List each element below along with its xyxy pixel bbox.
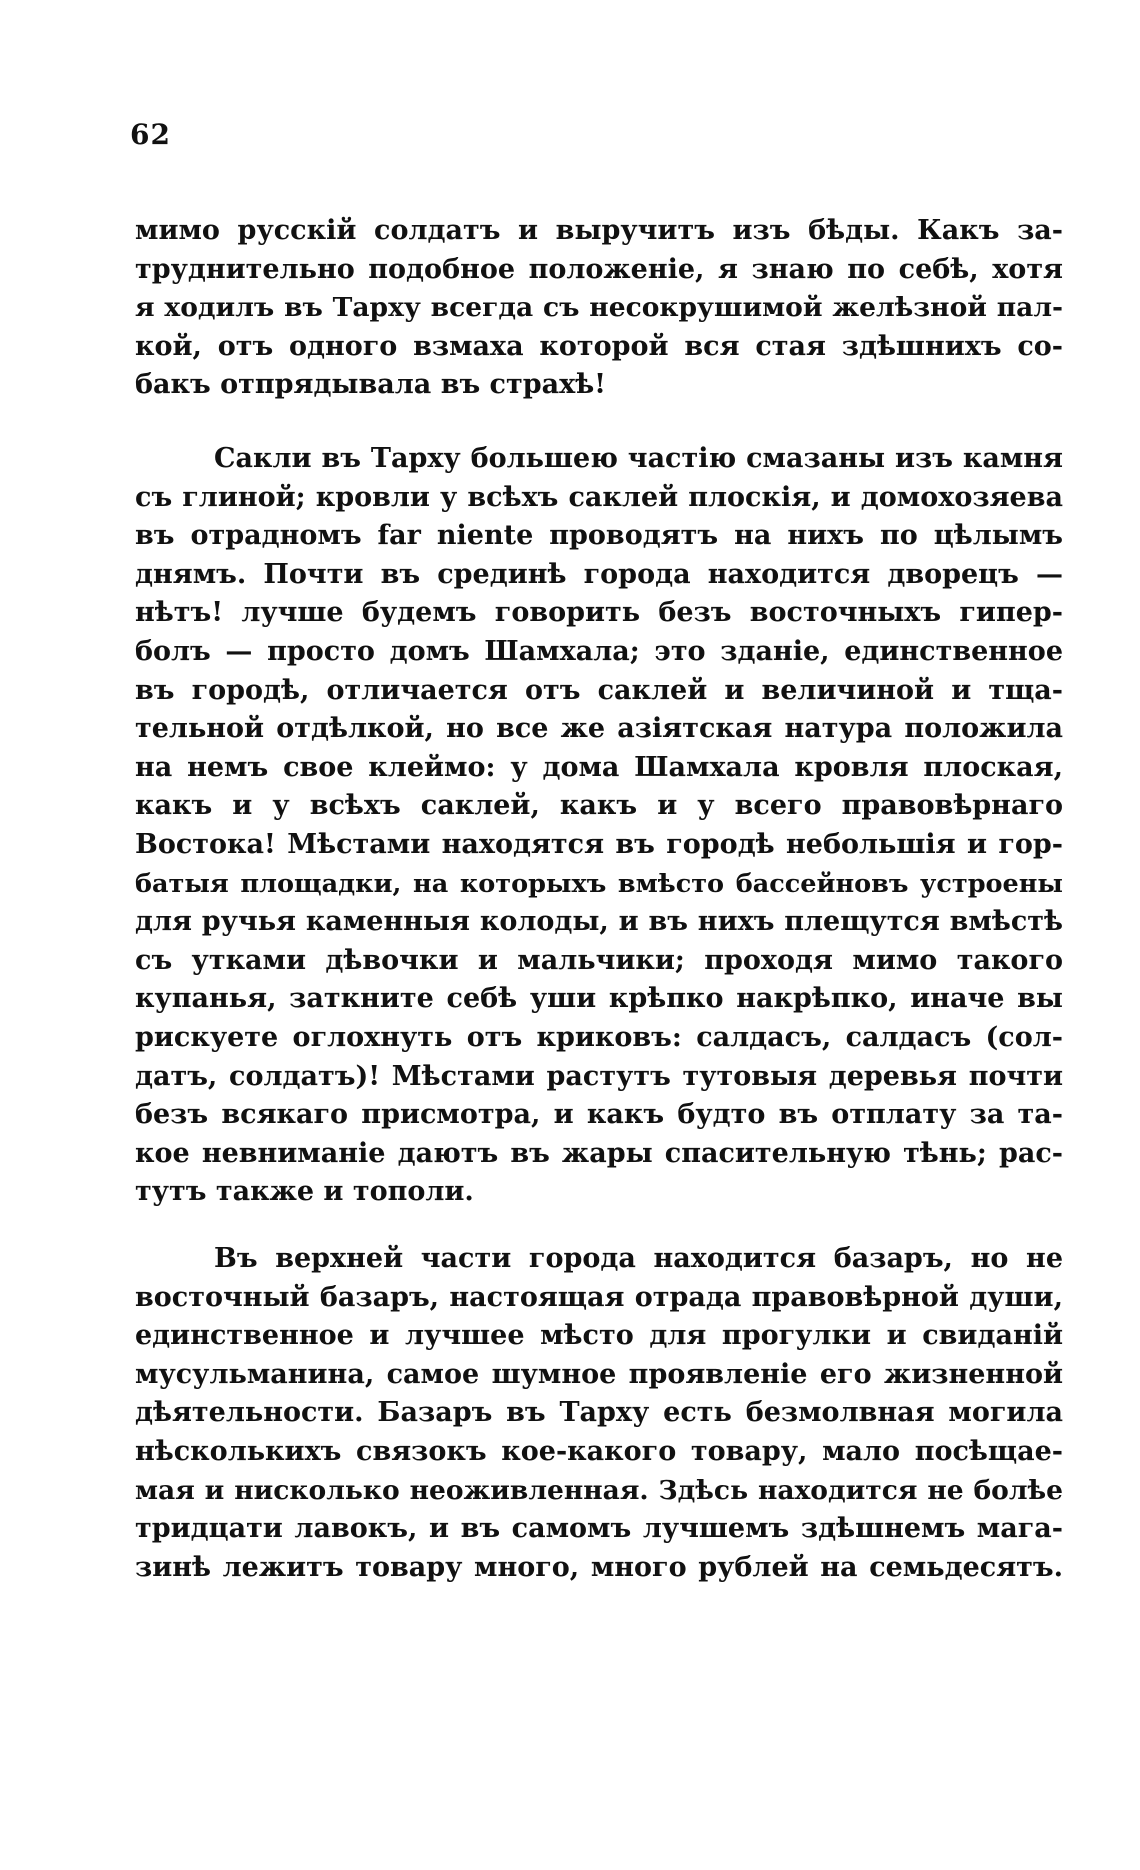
paragraph-2 <box>135 440 1063 1212</box>
text-line: Сакли въ Тарху большею частію смазаны изъ камня <box>214 443 1063 474</box>
text-line: труднительно подобное положеніе, я знаю по себѣ, хотя <box>135 253 1063 285</box>
text-line: нѣтъ! лучше будемъ говорить безъ восточныхъ гипер- <box>135 597 1063 629</box>
text-line: въ городѣ, отличается отъ саклей и величиной и тща- <box>135 674 1063 706</box>
text-line: восточный базаръ, настоящая отрада правовѣрной души, <box>135 1281 1063 1313</box>
text-line: съ глиной; кровли у всѣхъ саклей плоскія, и домохозяева <box>135 481 1063 513</box>
text-line: днямъ. Почти въ срединѣ города находится дворецъ — <box>135 558 1063 590</box>
text-line: болъ — просто домъ Шамхала; это зданіе, единственное <box>135 635 1063 667</box>
text-line: для ручья каменныя колоды, и въ нихъ плещутся вмѣстѣ <box>135 906 1063 938</box>
text-line: дѣятельности. Базаръ въ Тарху есть безмолвная могила <box>135 1397 1063 1429</box>
text-line: мая и нисколько неоживленная. Здѣсь находится не болѣе <box>135 1474 1063 1506</box>
text-line: кой, отъ одного взмаха которой вся стая здѣшнихъ со- <box>135 330 1063 362</box>
text-line: безъ всякаго присмотра, и какъ будто въ отплату за та- <box>135 1099 1063 1131</box>
text-line: датъ, солдатъ)! Мѣстами растутъ тутовыя деревья почти <box>135 1060 1063 1092</box>
paragraph-1 <box>135 212 1063 405</box>
text-line: на немъ свое клеймо: у дома Шамхала кровля плоская, <box>135 751 1063 783</box>
text-line: зинѣ лежитъ товару много, много рублей на семьдесятъ. <box>135 1551 1063 1583</box>
text-line: рискуете оглохнуть отъ криковъ: салдасъ, салдасъ (сол- <box>135 1021 1063 1053</box>
text-line: Въ верхней части города находится базаръ, но не <box>214 1243 1063 1274</box>
text-line: тридцати лавокъ, и въ самомъ лучшемъ здѣшнемъ мага- <box>135 1513 1063 1545</box>
text-line: какъ и у всѣхъ саклей, какъ и у всего правовѣрнаго <box>135 790 1063 822</box>
text-line: съ утками дѣвочки и мальчики; проходя мимо такого <box>135 944 1063 976</box>
paragraph-3 <box>135 1240 1063 1587</box>
text-line: мимо русскій солдатъ и выручитъ изъ бѣды. Какъ за- <box>135 215 1063 246</box>
text-line: единственное и лучшее мѣсто для прогулки и свиданій <box>135 1320 1063 1352</box>
page-number: 62 <box>130 118 171 151</box>
text-line: кое невниманіе даютъ въ жары спасительную тѣнь; рас- <box>135 1137 1063 1169</box>
text-line: бакъ отпрядывала въ страхѣ! <box>135 369 607 401</box>
text-line: тутъ также и тополи. <box>135 1176 474 1208</box>
text-line: купанья, заткните себѣ уши крѣпко накрѣпко, иначе вы <box>135 983 1063 1015</box>
text-line: батыя площадки, на которыхъ вмѣсто бассейновъ устроены <box>135 868 1063 899</box>
text-line: нѣсколькихъ связокъ кое-какого товару, мало посѣщае- <box>135 1435 1063 1467</box>
text-line: мусульманина, самое шумное проявленіе его жизненной <box>135 1358 1063 1390</box>
text-line: я ходилъ въ Тарху всегда съ несокрушимой желѣзной пал- <box>135 292 1063 324</box>
text-line: тельной отдѣлкой, но все же азіятская натура положила <box>135 713 1063 745</box>
text-line: въ отрадномъ far niente проводятъ на нихъ по цѣлымъ <box>135 520 1063 552</box>
text-line: Востока! Мѣстами находятся въ городѣ небольшія и гор- <box>135 828 1063 860</box>
